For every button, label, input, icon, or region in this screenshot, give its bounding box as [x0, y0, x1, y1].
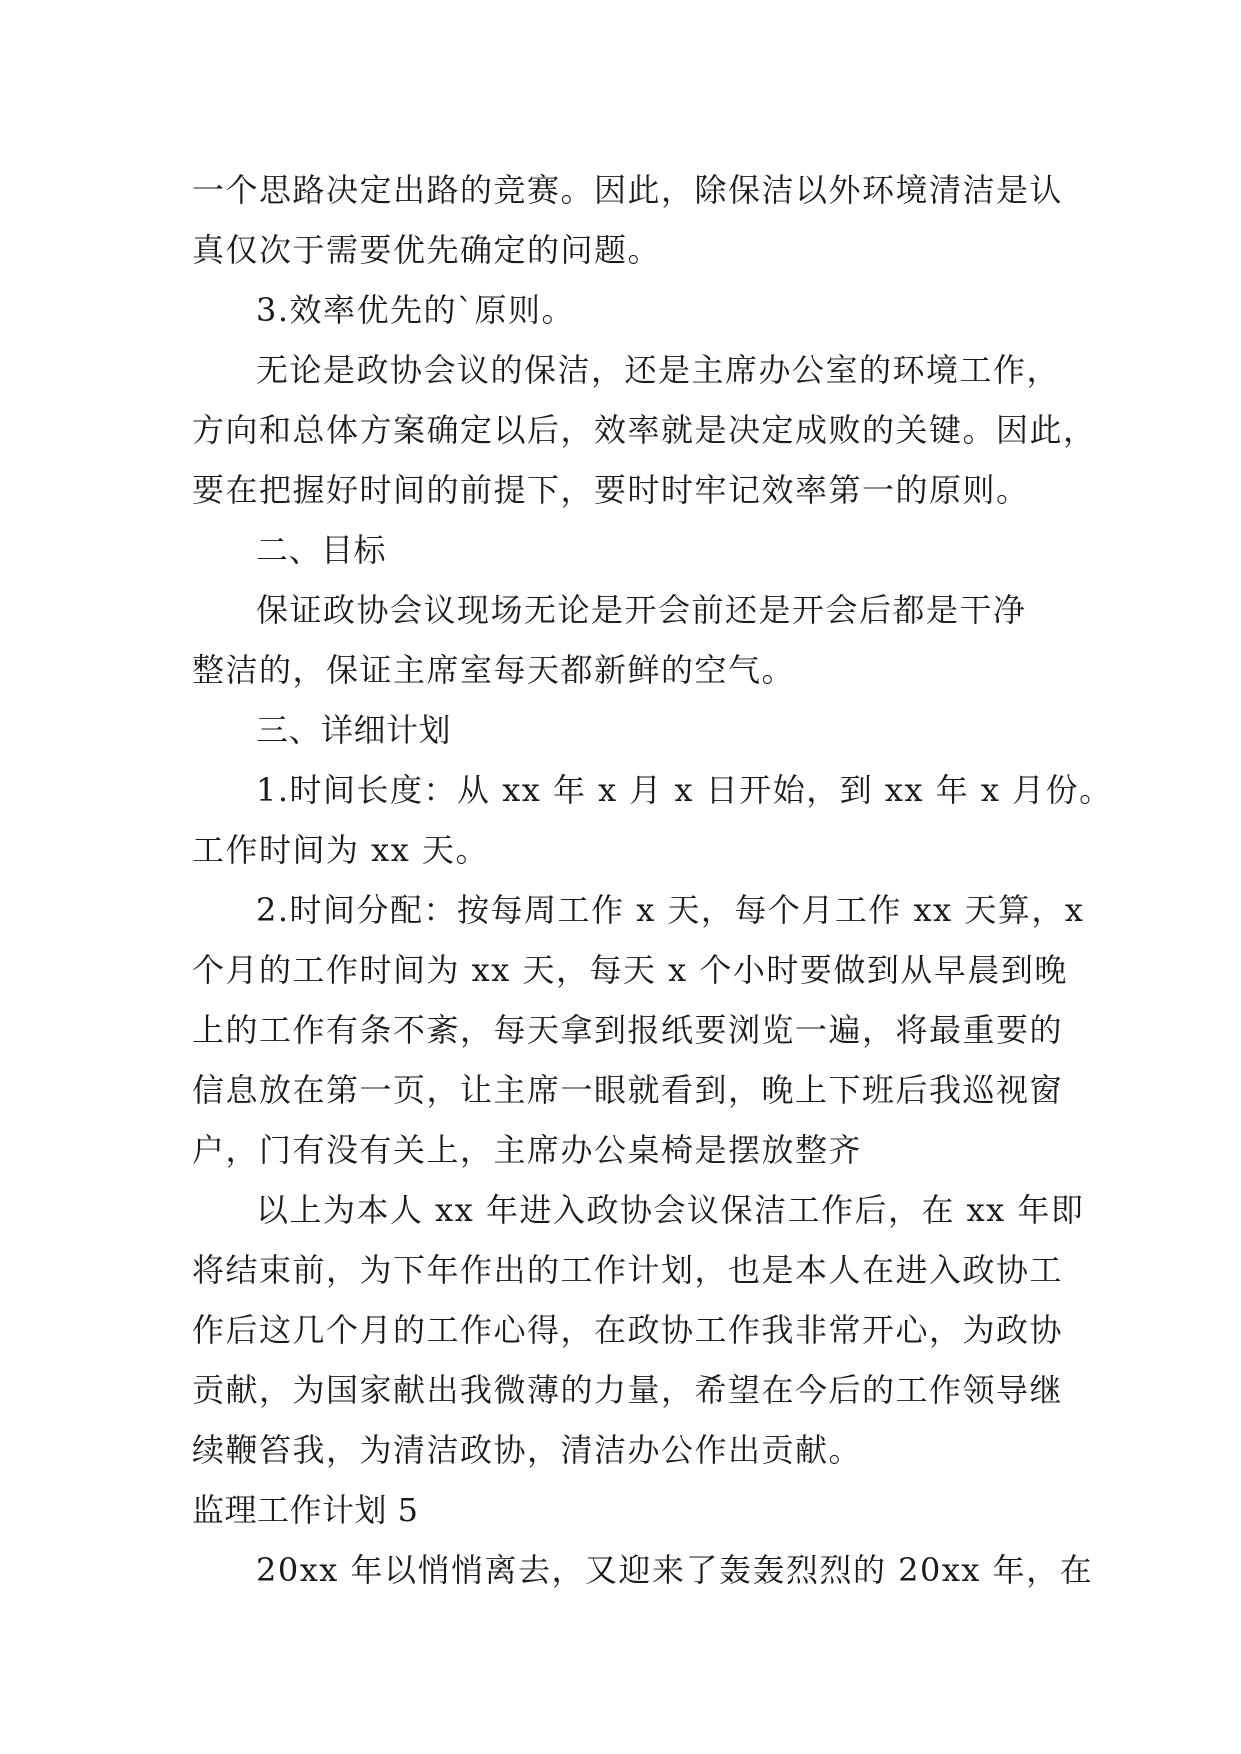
- paragraph-line: 作后这几个月的工作心得，在政协工作我非常开心，为政协: [192, 1311, 1064, 1349]
- paragraph-line: 保证政协会议现场无论是开会前还是开会后都是干净: [256, 591, 1027, 629]
- paragraph-line: 20xx 年以悄悄离去，又迎来了轰轰烈烈的 20xx 年，在: [256, 1551, 1094, 1589]
- paragraph-line: 贡献，为国家献出我微薄的力量，希望在今后的工作领导继: [192, 1371, 1064, 1409]
- paragraph-line: 真仅次于需要优先确定的问题。: [192, 231, 662, 269]
- paragraph-line: 工作时间为 xx 天。: [192, 831, 489, 869]
- paragraph-line: 将结束前，为下年作出的工作计划，也是本人在进入政协工: [192, 1251, 1064, 1289]
- document-body: [192, 160, 1113, 1600]
- section-heading-plan: 三、详细计划: [256, 711, 452, 749]
- paragraph-line: 户，门有没有关上，主席办公桌椅是摆放整齐: [192, 1131, 863, 1169]
- paragraph-line: 整洁的，保证主席室每天都新鲜的空气。: [192, 651, 796, 689]
- list-item-efficiency: 3.效率优先的`原则。: [256, 291, 576, 329]
- paragraph-line: 一个思路决定出路的竞赛。因此，除保洁以外环境清洁是认: [192, 171, 1064, 209]
- list-item-allocation: 2.时间分配：按每周工作 x 天，每个月工作 xx 天算，x: [256, 891, 1085, 929]
- document-title: 监理工作计划 5: [192, 1491, 419, 1529]
- paragraph-line: 续鞭笞我，为清洁政协，清洁办公作出贡献。: [192, 1431, 863, 1469]
- paragraph-line: 上的工作有条不紊，每天拿到报纸要浏览一遍，将最重要的: [192, 1011, 1064, 1049]
- list-item-duration: 1.时间长度：从 xx 年 x 月 x 日开始，到 xx 年 x 月份。: [256, 771, 1113, 809]
- paragraph-line: 信息放在第一页，让主席一眼就看到，晚上下班后我巡视窗: [192, 1071, 1064, 1109]
- paragraph-line: 要在把握好时间的前提下，要时时牢记效率第一的原则。: [192, 471, 1030, 509]
- paragraph-line: 以上为本人 xx 年进入政协会议保洁工作后，在 xx 年即: [256, 1191, 1085, 1229]
- paragraph-line: 方向和总体方案确定以后，效率就是决定成败的关键。因此，: [192, 411, 1097, 449]
- paragraph-line: 个月的工作时间为 xx 天，每天 x 个小时要做到从早晨到晚: [192, 951, 1068, 989]
- paragraph-line: 无论是政协会议的保洁，还是主席办公室的环境工作，: [256, 351, 1061, 389]
- section-heading-goal: 二、目标: [256, 531, 387, 569]
